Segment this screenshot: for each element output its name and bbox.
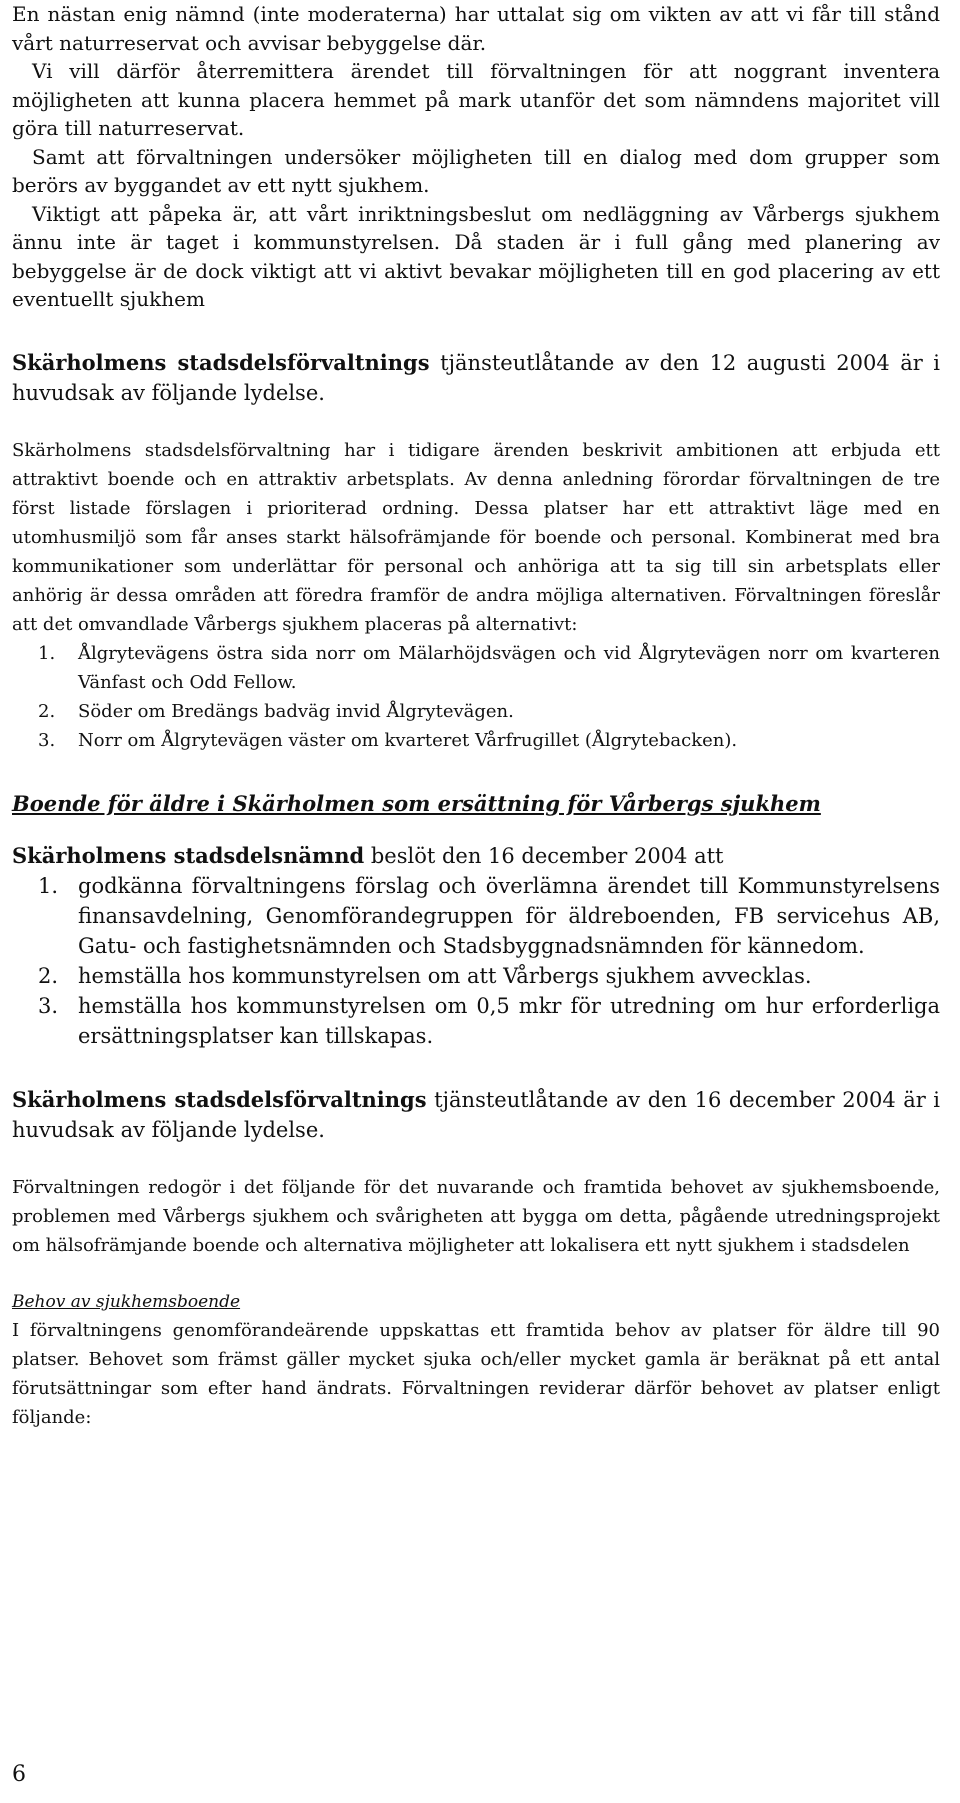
paragraph-admin-intro: Skärholmens stadsdelsförvaltning har i tidigare ärenden beskrivit ambitionen att erbjuda ett attraktivt boende och en attraktiv arbetsplats. Av denna anledning förordar förvaltningen de tre först listade förslagen i prioriterad ordning. Dessa platser har ett attraktivt läge med en utomhusmiljö som får anses starkt hälsofrämjande för boende och personal. Kombinerat med bra kommunikationer som underlättar för personal och anhöriga att ta sig till sin arbetsplats eller anhörig är dessa områden att föredra framför de andra möjliga alternativen. Förvaltningen föreslår att det omvandlade Vårbergs sjukhem placeras på alternativt:: [12, 439, 940, 635]
organization-name: Skärholmens stadsdelsförvaltnings: [12, 1086, 427, 1112]
section-heading: Boende för äldre i Skärholmen som ersättning för Vårbergs sjukhem: [12, 790, 821, 816]
list-text: Norr om Ålgrytevägen väster om kvarteret Vårfrugillet (Ålgrytebacken).: [78, 729, 738, 751]
list-number: 1.: [38, 642, 56, 664]
list-item: [12, 639, 940, 697]
list-text: hemställa hos kommunstyrelsen om 0,5 mkr för utredning om hur erforderliga ersättningsplatser kan tillskapas.: [78, 993, 940, 1048]
paragraph-part: tjänsteutlåtande av den 12 augusti 2004 är i huvudsak av följande lydelse.: [12, 350, 941, 405]
paragraph-part: Då staden är i full gång med planering av bebyggelse är de dock viktigt att vi aktivt bevakar möjligheten till en god placering av ett eventuellt sjukhem: [12, 230, 940, 311]
paragraph-admin-account: Förvaltningen redogör i det följande för det nuvarande och framtida behovet av sjukhemsboende, problemen med Vårbergs sjukhem och svårigheten att bygga om detta, pågående utredningsprojekt om hälsofrämjande boende och alternativa möjligheter att lokalisera ett nytt sjukhem i stadsdelen: [12, 1176, 940, 1256]
list-number: 2.: [38, 963, 59, 988]
list-text: hemställa hos kommunstyrelsen om att Vårbergs sjukhem avvecklas.: [78, 963, 812, 988]
paragraph: En nästan enig nämnd (inte moderaterna) har uttalat sig om vikten av att vi får till stånd vårt naturreservat och avvisar bebyggelse där.: [12, 2, 940, 55]
decision-list: [12, 871, 940, 1051]
list-number: 1.: [38, 873, 59, 898]
block-reservation-text: [12, 0, 940, 314]
paragraph-needs: I förvaltningens genomförandeärende uppskattas ett framtida behov av platser för äldre till 90 platser. Behovet som främst gäller mycket sjuka och/eller mycket gamla är beräknat på ett antal förutsättningar som efter hand ändrats. Förvaltningen reviderar därför behovet av platser enligt följande:: [12, 1319, 940, 1428]
paragraph: [12, 200, 940, 314]
spacer: [12, 408, 940, 436]
spacer: [12, 1051, 940, 1085]
list-text: Söder om Bredängs badväg invid Ålgrytevägen.: [78, 700, 514, 722]
document-page: [12, 0, 940, 1432]
spacer: [12, 755, 940, 789]
spacer: [12, 1145, 940, 1173]
paragraph: Samt att förvaltningen undersöker möjligheten till en dialog med dom grupper som berörs av byggandet av ett nytt sjukhem.: [12, 144, 940, 197]
list-item: [12, 871, 940, 961]
subsection-heading: Behov av sjukhemsboende: [12, 1291, 241, 1312]
list-number: 3.: [38, 729, 56, 751]
spacer: [12, 314, 940, 348]
paragraph-part: Viktigt att påpeka är, att vårt inriktningsbeslut om nedläggning av Vårbergs sjukhem ännu inte är taget i kommunstyrelsen.: [12, 201, 940, 254]
alternatives-list: [12, 639, 940, 755]
paragraph-admin-statement-december: [12, 1085, 940, 1145]
paragraph-admin-statement-august: [12, 348, 940, 408]
list-text: godkänna förvaltningens förslag och överlämna ärendet till Kommunstyrelsens finansavdelning, Genomförandegruppen för äldreboenden, FB servicehus AB, Gatu- och fastighetsnämnden och Stadsbyggnadsnämnden för kännedom.: [78, 873, 940, 958]
paragraph-part: tjänsteutlåtande av den 16 december 2004 är i huvudsak av följande lydelse.: [12, 1087, 940, 1142]
organization-name: Skärholmens stadsdelsnämnd: [12, 842, 365, 868]
list-item: [12, 697, 940, 726]
list-item: [12, 991, 940, 1051]
list-text: Ålgrytevägens östra sida norr om Mälarhöjdsvägen och vid Ålgrytevägen norr om kvarteren Vänfast och Odd Fellow.: [78, 642, 940, 693]
spacer: [12, 819, 940, 841]
list-item: [12, 961, 940, 991]
list-number: 2.: [38, 700, 56, 722]
organization-name: Skärholmens stadsdelsförvaltnings: [12, 349, 430, 375]
spacer: [12, 1260, 940, 1288]
list-item: [12, 726, 940, 755]
paragraph-part: beslöt den 16 december 2004 att: [364, 843, 724, 868]
list-number: 3.: [38, 993, 59, 1018]
page-number: 6: [12, 1762, 26, 1787]
paragraph-board-decision: [12, 841, 940, 871]
paragraph: Vi vill därför återremittera ärendet till förvaltningen för att noggrant inventera möjligheten att kunna placera hemmet på mark utanför det som nämndens majoritet vill göra till naturreservat.: [12, 59, 940, 140]
